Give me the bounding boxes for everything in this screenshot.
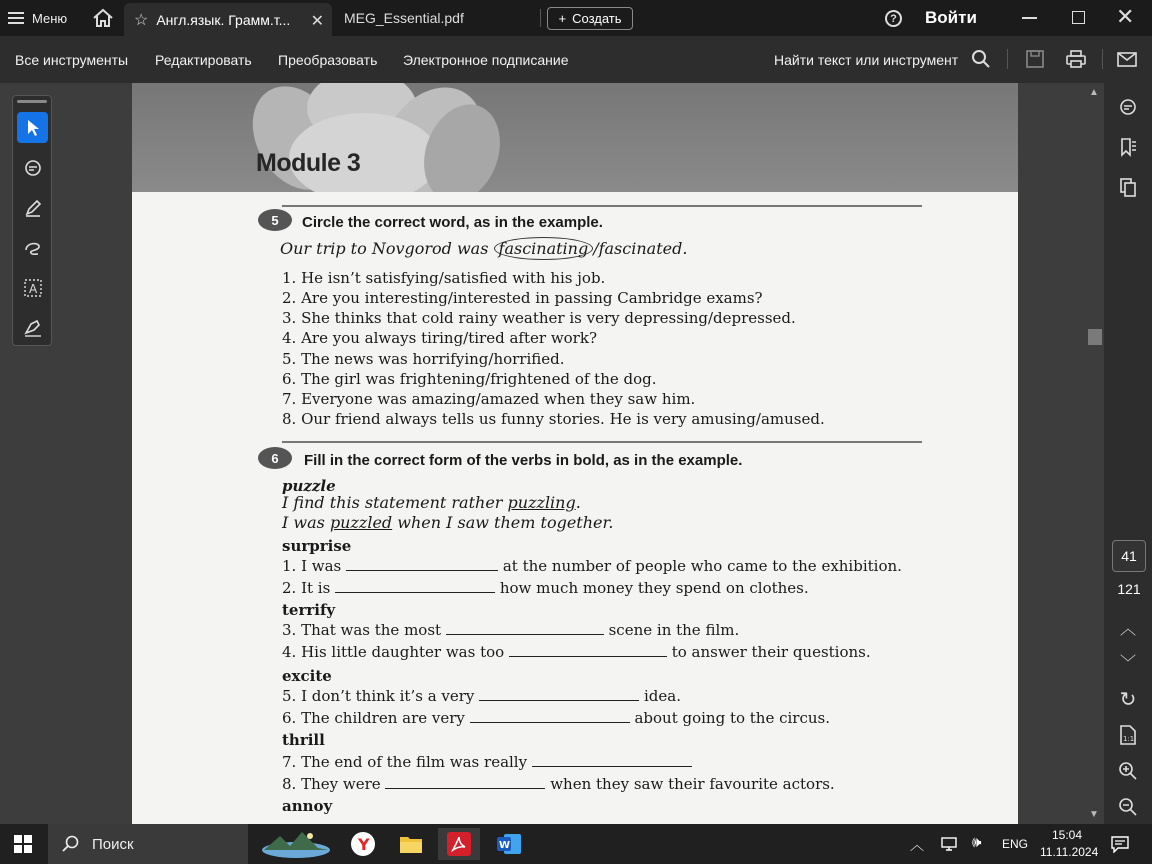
sentence-end: when they saw their favourite actors. [550, 775, 835, 793]
document-workspace [0, 83, 1152, 824]
fill-sentence [282, 621, 739, 639]
example-sentence [282, 493, 581, 512]
sentence-end: about going to the circus. [634, 709, 831, 727]
example-text: when I saw them together. [392, 513, 614, 532]
hamburger-icon [8, 11, 24, 25]
minimize-icon[interactable] [1022, 17, 1037, 19]
volume-icon[interactable]: 🕪 [972, 834, 982, 851]
sentence-start: 2. It is [282, 579, 331, 597]
title-tab-bar [0, 0, 1152, 36]
sentence-start: 3. That was the most [282, 621, 442, 639]
divider [540, 9, 541, 27]
verb-word: excite [282, 667, 332, 685]
close-tab-icon[interactable]: ✕ [310, 13, 324, 30]
acrobat-reader-icon[interactable] [438, 828, 480, 860]
search-highlight-icon[interactable] [258, 828, 334, 860]
fill-sentence [282, 557, 902, 575]
example-text: /fascinated. [593, 239, 688, 258]
answer-blank[interactable] [532, 753, 692, 767]
divider [282, 441, 922, 443]
plus-icon: + [558, 11, 567, 26]
scroll-thumb[interactable] [1088, 329, 1102, 345]
notification-icon[interactable] [1110, 835, 1130, 853]
windows-taskbar [0, 824, 1152, 864]
create-label: Создать [572, 11, 622, 26]
verb-word: annoy [282, 797, 333, 815]
sign-in-button[interactable]: Войти [925, 8, 977, 27]
current-page-input[interactable]: 41 [1112, 540, 1146, 572]
sentence-start: 1. I was [282, 557, 342, 575]
fill-sentence [282, 753, 692, 771]
svg-text:1:1: 1:1 [1123, 735, 1135, 743]
sentence-end: at the number of people who came to the exhibition. [502, 557, 902, 575]
pages-icon[interactable] [1116, 175, 1140, 199]
underlined-answer: puzzled [329, 513, 393, 532]
example-verb: puzzle [282, 477, 336, 495]
next-page-icon[interactable]: ﹀ [1119, 654, 1136, 672]
fill-sentence [282, 579, 809, 597]
fill-sentence [282, 709, 830, 727]
circled-answer: fascinating [494, 237, 594, 260]
find-tool-label[interactable]: Найти текст или инструмент [774, 51, 959, 68]
vertical-scrollbar[interactable] [1086, 83, 1104, 824]
clock-time[interactable]: 15:04 [1052, 828, 1083, 842]
comment-icon[interactable] [17, 152, 48, 183]
main-toolbar [0, 36, 1152, 83]
example-text: I was [282, 513, 330, 532]
fit-page-icon[interactable] [1116, 723, 1140, 747]
answer-blank[interactable] [446, 621, 604, 635]
word-icon[interactable] [488, 828, 530, 860]
home-icon[interactable] [92, 8, 114, 28]
exercise-heading: Fill in the correct form of the verbs in bold, as in the example. [304, 452, 743, 469]
sentence-start: 7. The end of the film was really [282, 753, 528, 771]
print-icon[interactable] [1065, 48, 1087, 70]
bookmarks-icon[interactable] [1116, 135, 1140, 159]
answer-blank[interactable] [479, 687, 639, 701]
exercise-number: 5 [258, 209, 292, 231]
sentence-start: 6. The children are very [282, 709, 465, 727]
zoom-out-icon[interactable] [1116, 795, 1140, 819]
divider [282, 205, 922, 207]
sentence-end: scene in the film. [608, 621, 740, 639]
example-sentence [280, 239, 687, 258]
rotate-icon[interactable]: ↻ [1119, 688, 1137, 711]
exercise-item: 7. Everyone was amazing/amazed when they saw him. [282, 390, 696, 408]
sentence-end: idea. [643, 687, 681, 705]
divider [1007, 49, 1008, 69]
sentence-end: to answer their questions. [671, 643, 871, 661]
quick-tools-panel [12, 95, 52, 346]
example-text: I find this statement rather [282, 493, 508, 512]
maximize-icon[interactable] [1072, 11, 1085, 24]
language-indicator[interactable]: ENG [1002, 837, 1029, 851]
zoom-in-icon[interactable] [1116, 759, 1140, 783]
highlight-pen-icon[interactable] [17, 192, 48, 223]
comments-panel-icon[interactable] [1116, 95, 1140, 119]
panel-grip[interactable] [17, 100, 47, 103]
freehand-draw-icon[interactable] [17, 232, 48, 263]
underlined-answer: puzzling [507, 493, 576, 512]
star-icon[interactable]: ☆ [134, 11, 149, 29]
all-tools-menu[interactable]: Все инструменты [15, 51, 129, 68]
tab-title: Англ.язык. Грамм.т... [156, 11, 291, 28]
exercise-heading: Circle the correct word, as in the example. [302, 214, 603, 231]
svg-text:Y: Y [358, 835, 370, 854]
total-pages: 121 [1117, 581, 1141, 597]
sentence-end: how much money they spend on clothes. [499, 579, 809, 597]
scroll-up-icon[interactable]: ▲ [1089, 87, 1099, 98]
esign-menu[interactable]: Электронное подписание [403, 51, 569, 68]
mail-icon[interactable] [1116, 48, 1138, 70]
verb-word: thrill [282, 731, 325, 749]
menu-button[interactable] [8, 0, 67, 36]
exercise-item: 4. Are you always tiring/tired after work? [282, 329, 597, 347]
search-label: Поиск [92, 835, 134, 853]
example-sentence [282, 513, 613, 532]
right-side-panel [1104, 83, 1152, 824]
sign-pen-icon[interactable] [17, 312, 48, 343]
svg-text:A: A [28, 281, 37, 296]
exercise-item: 5. The news was horrifying/horrified. [282, 350, 565, 368]
divider [1102, 49, 1103, 69]
windows-start-icon[interactable] [14, 835, 32, 853]
scroll-down-icon[interactable]: ▼ [1089, 809, 1099, 820]
select-cursor-icon[interactable] [17, 112, 48, 143]
verb-word: terrify [282, 601, 336, 619]
help-icon[interactable]: ? [885, 10, 902, 27]
sentence-start: 8. They were [282, 775, 381, 793]
previous-page-icon[interactable]: ︿ [1119, 620, 1136, 638]
edit-menu[interactable]: Редактировать [155, 51, 252, 68]
yandex-browser-icon[interactable] [342, 828, 384, 860]
exercise-item: 1. He isn’t satisfying/satisfied with his job. [282, 269, 606, 287]
exercise-item: 2. Are you interesting/interested in passing Cambridge exams? [282, 289, 763, 307]
menu-label: Меню [32, 10, 68, 26]
answer-blank[interactable] [346, 557, 498, 571]
save-icon[interactable] [1024, 48, 1046, 70]
file-explorer-icon[interactable] [390, 828, 432, 860]
clock-date[interactable]: 11.11.2024 [1040, 845, 1099, 859]
exercise-item: 6. The girl was frightening/frightened of the dog. [282, 370, 657, 388]
text-box-icon[interactable] [17, 272, 48, 303]
svg-text:W: W [499, 840, 511, 851]
pdf-page[interactable] [132, 83, 1018, 824]
tab-meg-essential[interactable] [344, 0, 464, 36]
exercise-item: 3. She thinks that cold rainy weather is very depressing/depressed. [282, 309, 796, 327]
sentence-start: 4. His little daughter was too [282, 643, 505, 661]
module-title: Module 3 [256, 149, 361, 177]
answer-blank[interactable] [470, 709, 630, 723]
tray-expand-icon[interactable]: ︿ [910, 837, 924, 853]
network-icon[interactable] [940, 836, 958, 852]
exercise-number: 6 [258, 447, 292, 469]
create-button[interactable] [547, 7, 633, 30]
convert-menu[interactable]: Преобразовать [278, 51, 378, 68]
fill-sentence [282, 687, 681, 705]
answer-blank[interactable] [335, 579, 495, 593]
answer-blank[interactable] [385, 775, 545, 789]
answer-blank[interactable] [509, 643, 667, 657]
tab-active-document[interactable] [124, 3, 332, 36]
example-text: . [575, 493, 581, 512]
exercise-item: 8. Our friend always tells us funny stories. He is very amusing/amused. [282, 410, 825, 428]
taskbar-search[interactable] [48, 824, 248, 864]
tab-title: MEG_Essential.pdf [344, 10, 464, 26]
fill-sentence [282, 643, 871, 661]
fill-sentence [282, 775, 835, 793]
sentence-start: 5. I don’t think it’s a very [282, 687, 475, 705]
close-window-icon[interactable]: ✕ [1116, 4, 1135, 29]
verb-word: surprise [282, 537, 352, 555]
search-icon [62, 835, 80, 853]
example-text: Our trip to Novgorod was [280, 239, 494, 258]
search-icon[interactable] [970, 48, 992, 70]
